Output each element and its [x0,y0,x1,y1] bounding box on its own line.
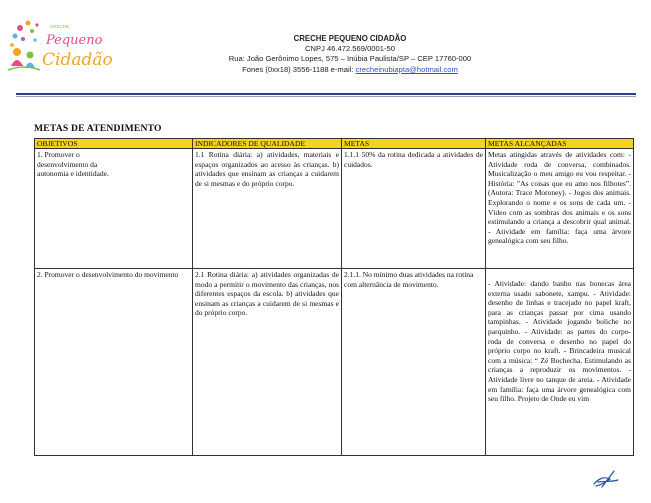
cell-alcancada: Metas atingidas através de atividades com: - Atividade roda de conversa, combinados. Musicalização o meu amigo eu vou respeitar. - História: ”As coisas que eu amo nos filhotes”. (Autora: Trace Moroney). - Jogos dos animais. Explorando o nome e os sons de cada um. - Vídeo com as sombras dos animais e os sons estimulando a criança a descobrir qual animal. - Atividade em família: faça uma árvore genealógica com seu filho. [486,149,634,269]
header-rule-thin [16,96,636,97]
address-line: Rua: João Gerônimo Lopes, 575 – Inúbia Paulista/SP – CEP 17760-000 [228,54,472,64]
letterhead [0,0,651,92]
cnpj-line: CNPJ 46.472.569/0001-50 [305,44,395,54]
email-link[interactable]: crecheinubiapta@hotmail.com [355,64,458,74]
logo-word-1: Pequeno [46,33,103,48]
contact-line [200,65,500,75]
table-header-row [35,139,634,149]
table-row [35,149,634,269]
cell-indicador: 2.1 Rotina diária: a) atividades organizadas de modo a permitir o movimento das crianças, nos diferentes espaços da escola. b) atividades que ensinam as crianças a cuidarem de si mesmas e do próprio corpo. [193,269,342,456]
table-row [35,269,634,456]
header-metas-alcancadas: METAS ALCANÇADAS [486,139,634,149]
metas-table [34,138,634,456]
logo-word-2: Cidadão [42,50,113,70]
header-rule [16,93,636,95]
logo-small-word: CRECHE [50,24,70,29]
creche-logo [6,14,114,76]
letterhead-text [200,34,500,75]
cell-alcancada [486,269,634,456]
cell-objetivo: 2. Promover o desenvolvimento do movimento [35,269,193,456]
logo-graphic [6,14,114,76]
phone-text: Fones (0xx18) 3556-1188 e-mail: [242,64,356,74]
cell-meta: 2.1.1. No mínimo duas atividades na rotina com alternância de movimento. [342,269,486,456]
header-objetivos: OBJETIVOS [35,139,193,149]
cell-text: - Atividade: dando banho nas bonecas área externa usado sabonete, xampu. - Atividade: desenho de linhas e tracejado no papel kraft, para as crianças passar por cima usando tampinhas. - Atividade jogando boliche no parquinho. - Atividade: as partes do corpo- roda de conversa e desenho no papel do próprio corpo no kraft. - Brincadeira musical com a música: “ Zé Bochecha. Estimulando as crianças a reproduzir os movimentos. - Atividade livre no tanque de areia. - Atividade em família: faça uma árvore genealógica com seu filho. Projeto de Onde eu vim [488,279,631,404]
cell-meta: 1.1.1 50% da rotina dedicada a atividades de cuidados. [342,149,486,269]
header-indicadores: INDICADORES DE QUALIDADE [193,139,342,149]
header-metas: METAS [342,139,486,149]
signature-mark [588,467,622,491]
section-title: METAS DE ATENDIMENTO [34,123,162,134]
cell-text: 1. Promover o desenvolvimento da autonomia e identidade. [37,150,109,179]
cell-indicador: 1.1 Rotina diária: a) atividades, materiais e espaços organizados ao acesso às crianças. b) atividades que ensinam as crianças a cuidarem de si mesmas e do próprio corpo. [193,149,342,269]
cell-objetivo [35,149,193,269]
institution-name: CRECHE PEQUENO CIDADÃO [293,34,407,43]
